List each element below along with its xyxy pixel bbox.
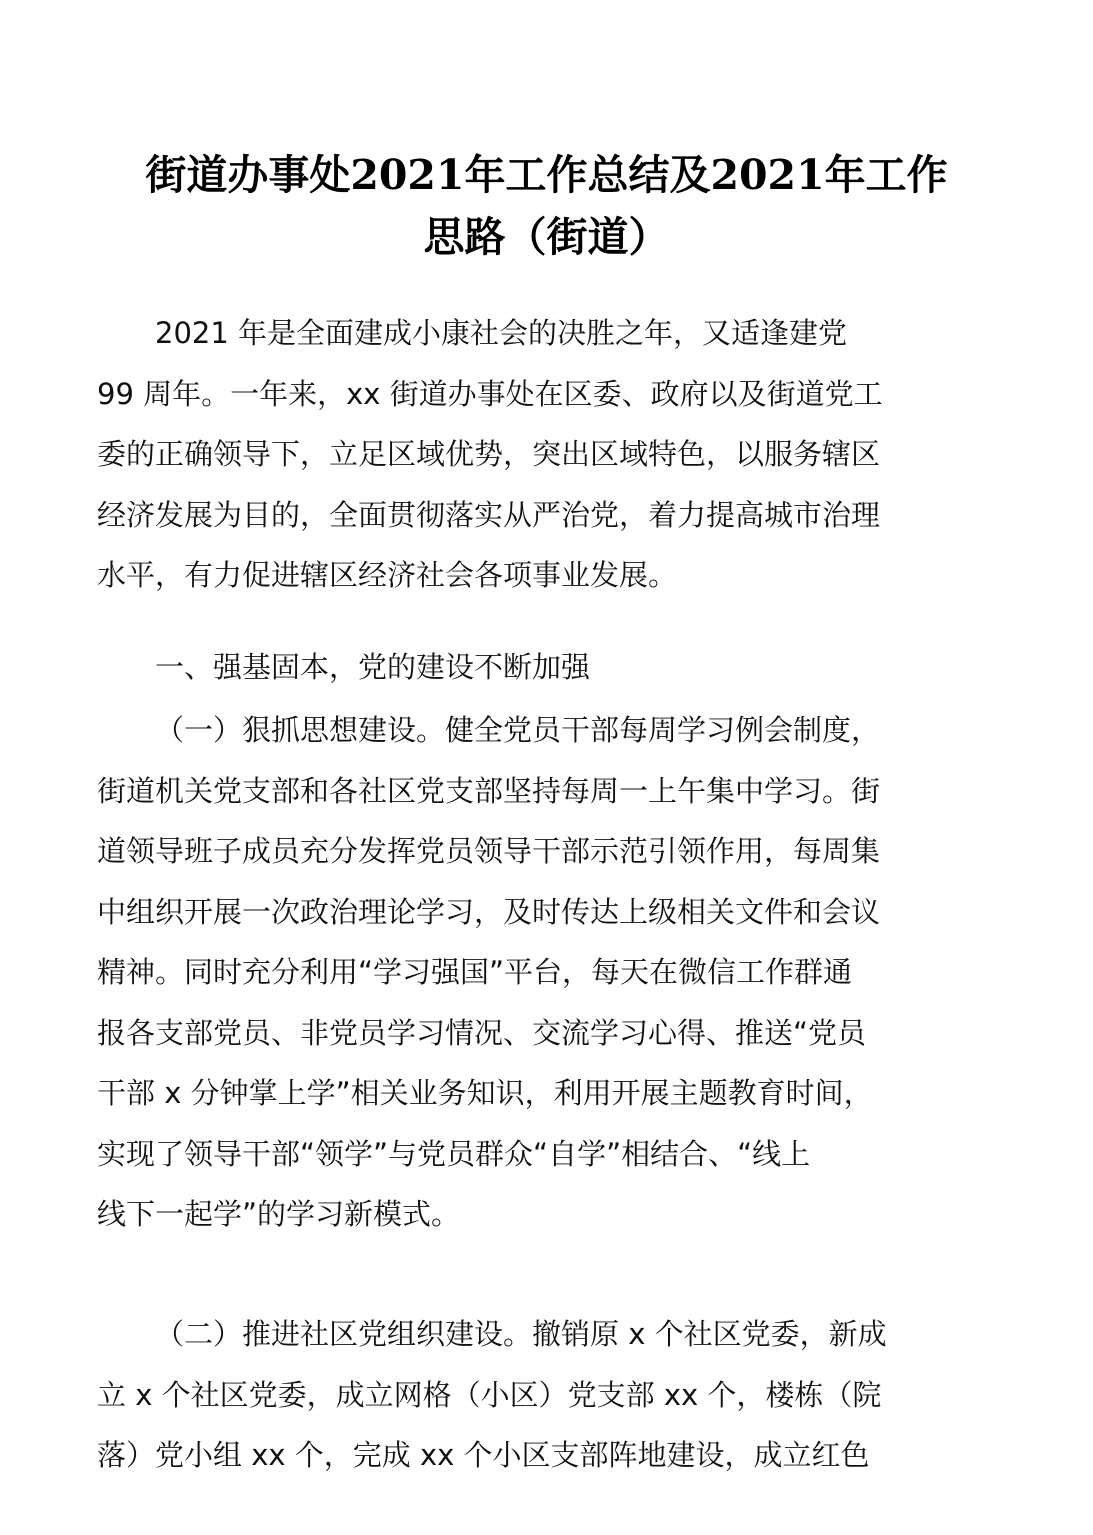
sub1-line: 报各支部党员、非党员学习情况、交流学习心得、推送“党员 — [97, 1015, 867, 1050]
sub2-line: （二）推进社区党组织建设。撤销原 x 个社区党委，新成 — [155, 1317, 887, 1351]
subsection-2-paragraph — [97, 1304, 1002, 1486]
intro-line: 2021 年是全面建成小康社会的决胜之年，又适逢建党 — [155, 316, 848, 350]
title-line-2: 思路（街道） — [423, 213, 670, 261]
sub1-line: 道领导班子成员充分发挥党员领导干部示范引领作用，每周集 — [97, 834, 881, 868]
intro-line: 经济发展为目的，全面贯彻落实从严治党，着力提高城市治理 — [97, 497, 881, 532]
sub1-line: （一）狠抓思想建设。健全党员干部每周学习例会制度， — [155, 713, 881, 747]
sub2-line: 落）党小组 xx 个，完成 xx 个小区支部阵地建设，成立红色 — [97, 1438, 870, 1472]
intro-line: 水平，有力促进辖区经济社会各项事业发展。 — [97, 558, 678, 592]
sub1-line: 线下一起学”的学习新模式。 — [97, 1197, 461, 1231]
sub1-line: 精神。同时充分利用“学习强国”平台，每天在微信工作群通 — [97, 955, 853, 989]
sub1-line: 街道机关党支部和各社区党支部坚持每周一上午集中学习。街 — [97, 773, 881, 808]
intro-paragraph — [97, 303, 1002, 606]
sub1-line: 中组织开展一次政治理论学习，及时传达上级相关文件和会议 — [97, 894, 881, 929]
title-line-1: 街道办事处2021年工作总结及2021年工作 — [145, 151, 948, 199]
sub1-line: 实现了领导干部“领学”与党员群众“自学”相结合、“线上 — [97, 1136, 811, 1171]
sub1-line: 干部 x 分钟掌上学”相关业务知识，利用开展主题教育时间， — [97, 1076, 873, 1110]
intro-line: 99 周年。一年来，xx 街道办事处在区委、政府以及街道党工 — [97, 376, 883, 411]
section-heading: 一、强基固本，党的建设不断加强 — [155, 650, 591, 684]
subsection-1-paragraph — [97, 700, 1002, 1245]
document-title — [60, 144, 1033, 268]
intro-line: 委的正确领导下，立足区域优势，突出区域特色，以服务辖区 — [97, 437, 881, 471]
sub2-line: 立 x 个社区党委，成立网格（小区）党支部 xx 个，楼栋（院 — [97, 1377, 882, 1412]
